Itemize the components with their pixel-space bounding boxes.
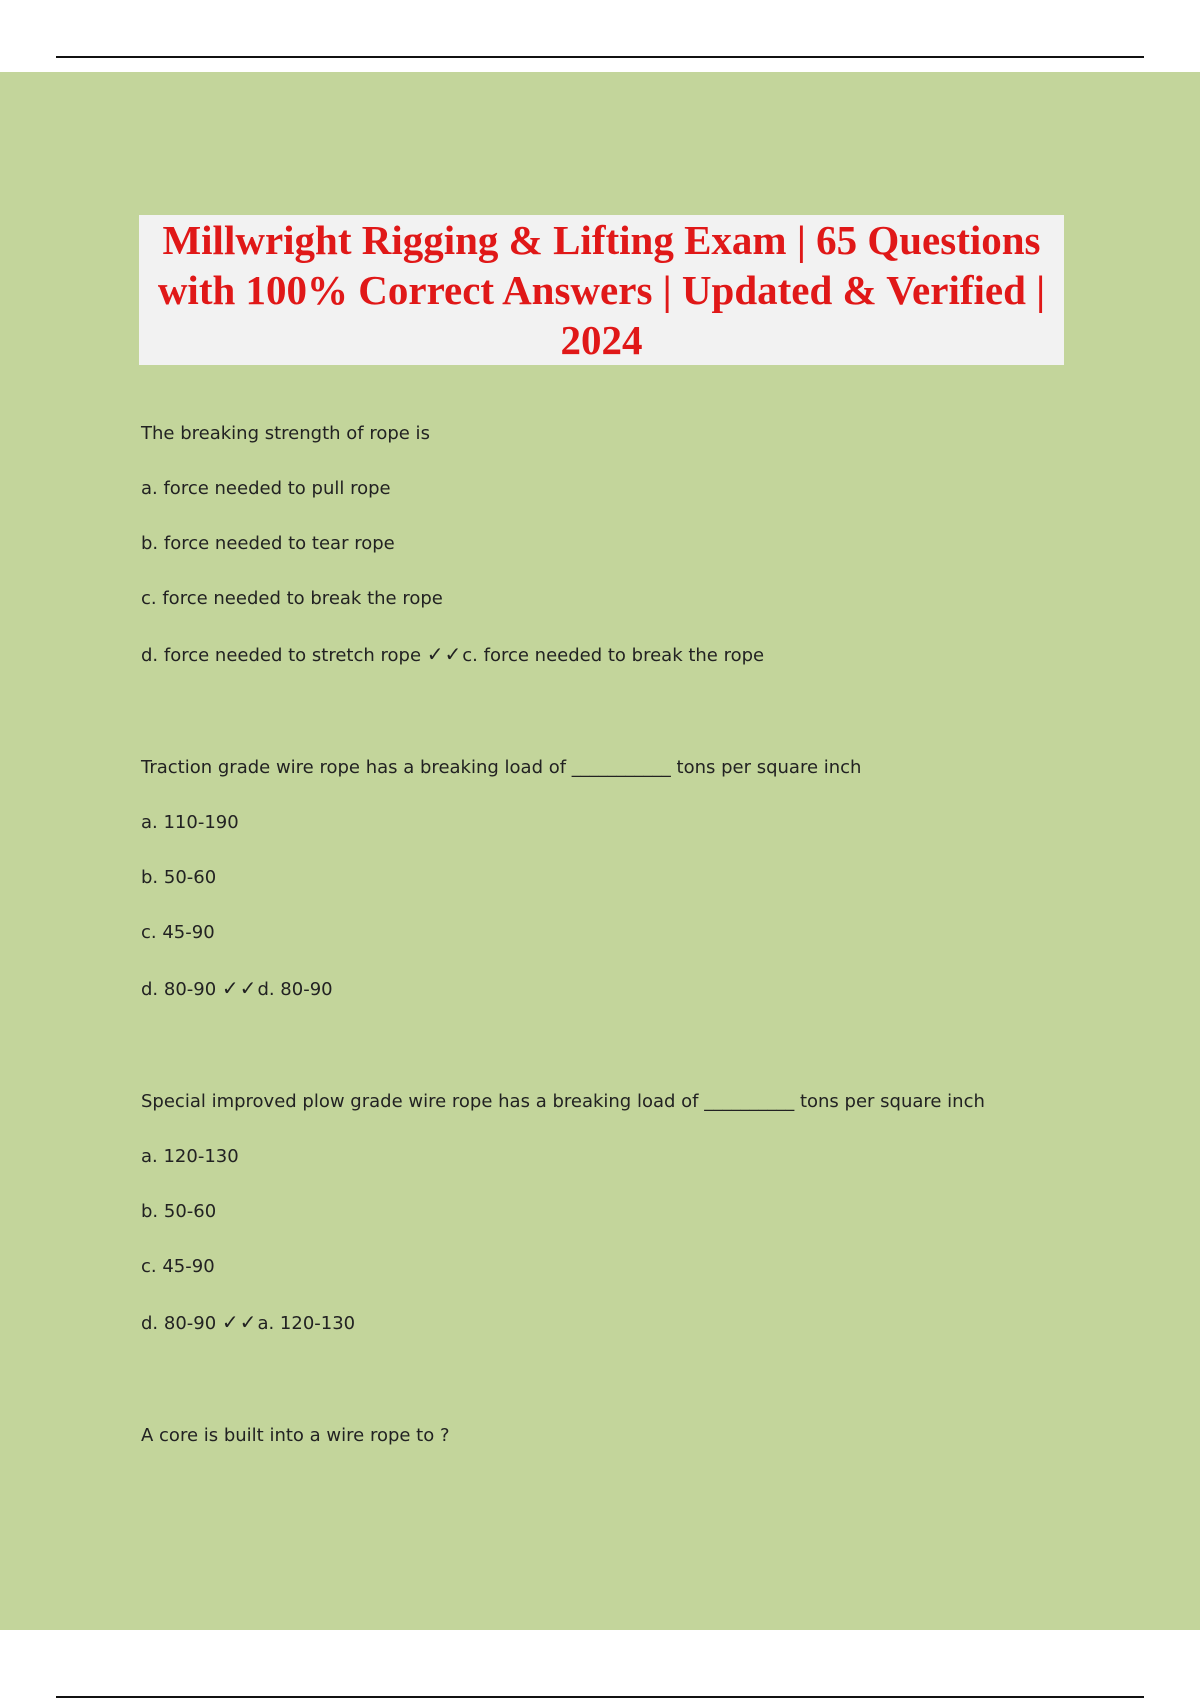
question-4 xyxy=(141,1426,1141,1481)
document-title: Millwright Rigging & Lifting Exam | 65 Questions with 100% Correct Answers | Updated & Verified | 2024 xyxy=(157,217,1046,363)
option-d-with-answer xyxy=(141,978,1141,1036)
question-3 xyxy=(141,1092,1141,1370)
option-d: d. 80-90 xyxy=(141,1313,217,1334)
option-d-with-answer xyxy=(141,1312,1141,1370)
option-b: b. 50-60 xyxy=(141,1201,217,1222)
question-stem: A core is built into a wire rope to ? xyxy=(141,1425,450,1446)
document-page xyxy=(0,72,1200,1630)
option-a: a. 110-190 xyxy=(141,812,239,833)
question-stem: The breaking strength of rope is xyxy=(141,423,430,444)
option-b: b. 50-60 xyxy=(141,867,217,888)
check-mark-icon: ✓✓ xyxy=(426,642,463,666)
question-1 xyxy=(141,424,1141,702)
top-rule xyxy=(56,56,1144,58)
option-b: b. force needed to tear rope xyxy=(141,533,395,554)
correct-answer: c. force needed to break the rope xyxy=(462,645,765,666)
option-a: a. 120-130 xyxy=(141,1146,239,1167)
bottom-rule xyxy=(56,1696,1144,1698)
option-c: c. 45-90 xyxy=(141,1256,215,1277)
option-d: d. 80-90 xyxy=(141,979,217,1000)
check-mark-icon: ✓✓ xyxy=(221,1310,258,1334)
correct-answer: d. 80-90 xyxy=(257,979,333,1000)
option-c: c. force needed to break the rope xyxy=(141,588,443,609)
option-c: c. 45-90 xyxy=(141,922,215,943)
question-stem: Special improved plow grade wire rope has a breaking load of __________ tons per square inch xyxy=(141,1091,985,1112)
questions-list xyxy=(141,424,1141,1537)
title-box xyxy=(139,215,1064,365)
check-mark-icon: ✓✓ xyxy=(221,976,258,1000)
option-a: a. force needed to pull rope xyxy=(141,478,391,499)
option-d-with-answer xyxy=(141,644,1141,702)
question-2 xyxy=(141,758,1141,1036)
option-d: d. force needed to stretch rope xyxy=(141,645,422,666)
question-stem: Traction grade wire rope has a breaking load of ___________ tons per square inch xyxy=(141,757,862,778)
correct-answer: a. 120-130 xyxy=(257,1313,356,1334)
